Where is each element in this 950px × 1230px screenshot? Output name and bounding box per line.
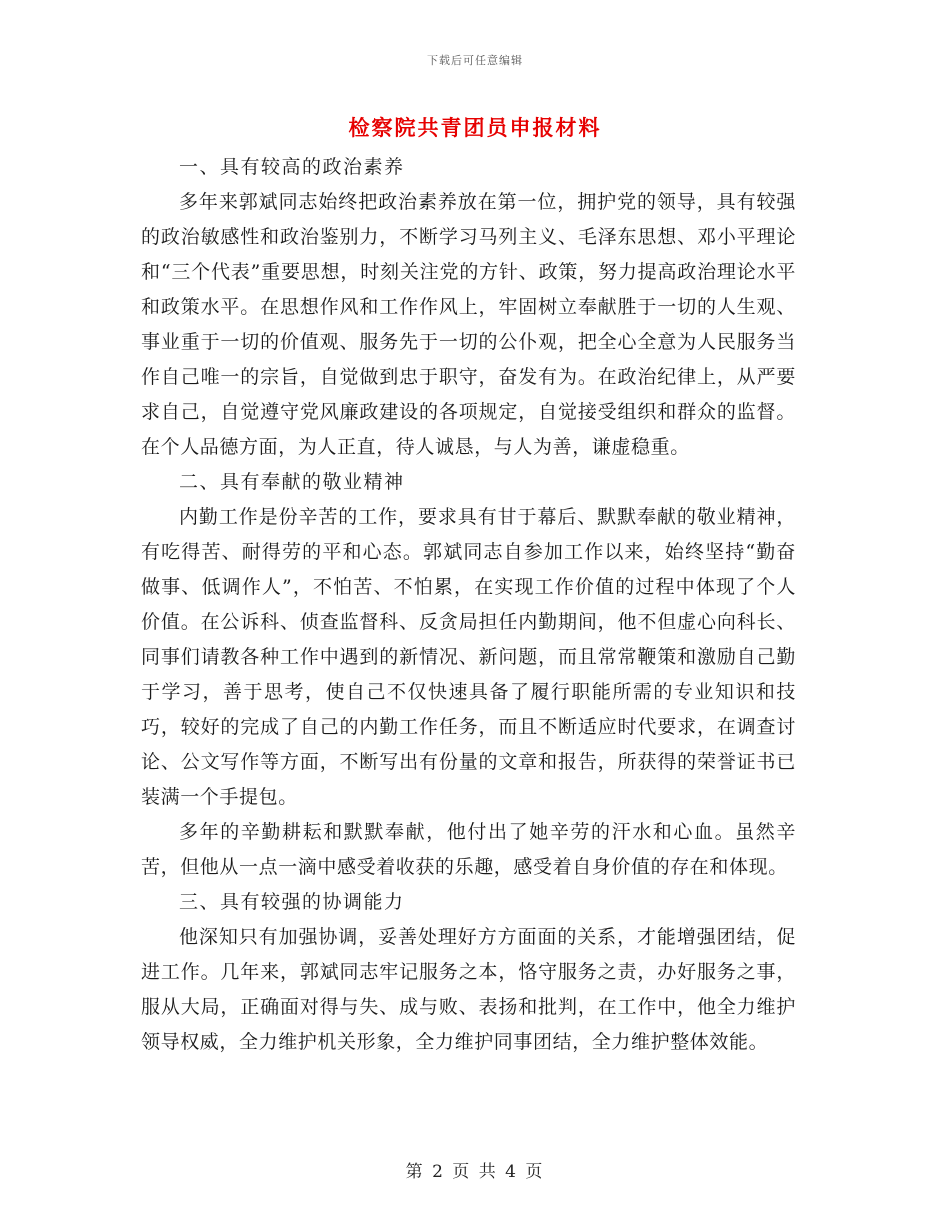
paragraph-1: 多年来郭斌同志始终把政治素养放在第一位，拥护党的领导，具有较强的政治敏感性和政治鉴别力，不断学习马列主义、毛泽东思想、邓小平理论和“三个代表”重要思想，时刻关注党的方针、政策，努力提高政治理论水平和政策水平。在思想作风和工作作风上，牢固树立奉献胜于一切的人生观、事业重于一切的价值观、服务先于一切的公仆观，把全心全意为人民服务当作自己唯一的宗旨，自觉做到忠于职守，奋发有为。在政治纪律上，从严要求自己，自觉遵守党风廉政建设的各项规定，自觉接受组织和群众的监督。在个人品德方面，为人正直，待人诚恳，与人为善，谦虚稳重。 (141, 191, 796, 458)
section-heading-2: 二、具有奉献的敬业精神 (179, 471, 405, 493)
header-note: 下载后可任意编辑 (427, 54, 523, 67)
paragraph-2: 内勤工作是份辛苦的工作，要求具有甘于幕后、默默奉献的敬业精神，有吃得苦、耐得劳的平和心态。郭斌同志自参加工作以来，始终坚持“勤奋做事、低调作人”，不怕苦、不怕累，在实现工作价值的过程中体现了个人价值。在公诉科、侦查监督科、反贪局担任内勤期间，他不但虚心向科长、同事们请教各种工作中遇到的新情况、新问题，而且常常鞭策和激励自己勤于学习，善于思考，使自己不仅快速具备了履行职能所需的专业知识和技巧，较好的完成了自己的内勤工作任务，而且不断适应时代要求，在调查讨论、公文写作等方面，不断写出有份量的文章和报告，所获得的荣誉证书已装满一个手提包。 (141, 506, 796, 808)
document-body (141, 150, 796, 1060)
section-heading-1: 一、具有较高的政治素养 (179, 156, 405, 178)
paragraph-3: 多年的辛勤耕耘和默默奉献，他付出了她辛劳的汗水和心血。虽然辛苦，但他从一点一滴中感受着收获的乐趣，感受着自身价值的存在和体现。 (141, 821, 796, 878)
paragraph-4: 他深知只有加强协调，妥善处理好方方面面的关系，才能增强团结，促进工作。几年来，郭斌同志牢记服务之本，恪守服务之责，办好服务之事，服从大局，正确面对得与失、成与败、表扬和批判，在工作中，他全力维护领导权威，全力维护机关形象，全力维护同事团结，全力维护整体效能。 (141, 926, 796, 1053)
section-heading-3: 三、具有较强的协调能力 (179, 891, 405, 913)
document-title: 检察院共青团员申报材料 (348, 116, 602, 140)
page-footer: 第 2 页 共 4 页 (405, 1162, 545, 1182)
